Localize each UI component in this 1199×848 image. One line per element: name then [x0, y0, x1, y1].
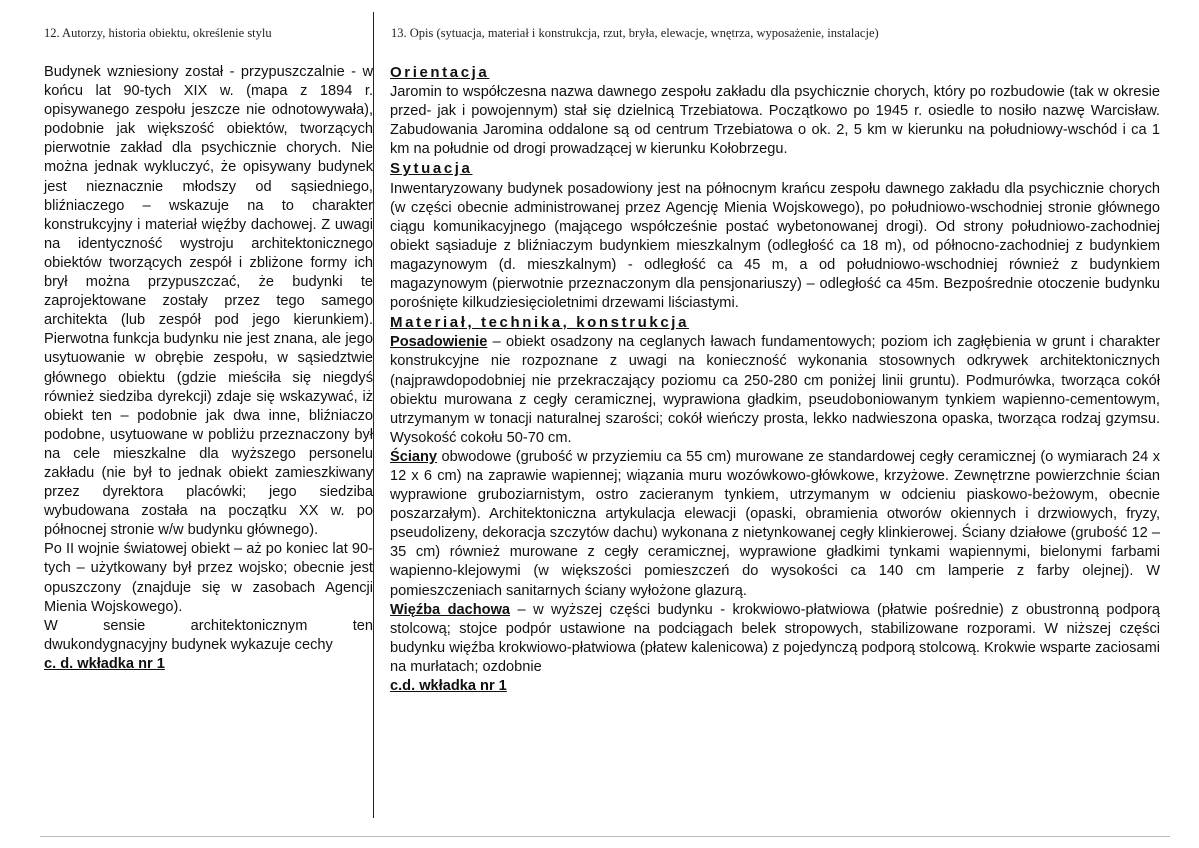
right-column-header: 13. Opis (sytuacja, materiał i konstrukcja, rzut, bryła, elewacje, wnętrza, wyposażenie, instalacje) [391, 26, 879, 40]
left-column-header: 12. Autorzy, historia obiektu, określenie stylu [44, 26, 272, 40]
history-paragraph-1: Budynek wzniesiony został - przypuszczalnie - w końcu lat 90-tych XIX w. (mapa z 1894 r. opisywanego zespołu jeszcze nie odnotowywała), podobnie jak większość obiektów, tworzących pierwotnie zakład dla psychicznie chorych. Nie można jednak wykluczyć, że opisywany budynek jest nieznacznie młodszy od sąsiedniego, bliźniaczego – wskazuje na to charakter konstrukcyjny i materiał więźby dachowej. Z uwagi na identyczność wystroju architektonicznego obiektów tworzących zespół i zbliżone formy ich brył można przypuszczać, że budynki te zaprojektowane zostały przez tego samego architekta (lub zespół pod jego kierunkiem). Pierwotna funkcja budynku nie jest znana, ale jego usytuowanie w obrębie zespołu, w sąsiedztwie głównego obiektu (gdzie mieściła się niegdyś również siedziba dyrekcji) zdaje się wskazywać, iż obiekt ten – podobnie jak dwa inne, bliźniaczo podobne, usytuowane w pobliżu przeznaczony był na cele mieszkalne dla wyższego personelu zakładu (nie był to jednak obiekt zamieszkiwany przez dyrektora placówki; jego siedziba wybudowana została na początku XX w. po północnej stronie w/w budynku głównego). [44, 64, 373, 539]
posadowienie-paragraph [390, 333, 1160, 448]
history-paragraph-2: Po II wojnie światowej obiekt – aż po koniec lat 90-tych – użytkowany był przez wojsko; obecnie jest opuszczony (znajduje się w zasobach Agencji Mienia Wojskowego). [44, 541, 373, 615]
column-divider [373, 12, 374, 818]
bottom-rule [40, 836, 1170, 837]
history-column [44, 63, 373, 674]
continuation-note-left: c. d. wkładka nr 1 [44, 655, 165, 672]
section-title-material: Materiał, technika, konstrukcja [390, 314, 690, 332]
continuation-note-right: c.d. wkładka nr 1 [390, 678, 507, 694]
wiezba-label: Więźba dachowa [390, 601, 511, 618]
wiezba-text: – w wyższej części budynku - krokwiowo-płatwiowa (płatwie pośrednie) z obustronną podporą stolcową; stojce podpór ustawione na podciągach belek stropowych, stabilizowane rozporami. W niższej części budynku więźba krokwiowo-płatwiowa (płatew kalenicowa) z pojedynczą podporą stolcową. Krokwie wsparte zaciosami na murłatach; ozdobnie [390, 601, 1160, 675]
wiezba-paragraph [390, 601, 1160, 677]
section-title-sytuacja: Sytuacja [390, 160, 473, 178]
posadowienie-text: – obiekt osadzony na ceglanych ławach fundamentowych; poziom ich zagłębienia w grunt i charakter konstrukcyjne nie rozpoznane z uwagi na konieczność wykonania stosownych odkrywek architektonicznych (najprawdopodobniej nie przekraczający poziomu ca 250-280 cm poniżej linii gruntu). Podmurówka, tworząca cokół obiektu murowana z cegły ceramicznej, wyprawiona gładkim, pseudoboniowanym tynkiem wapienno-cementowym, utrzymanym w tonacji naturalnej szarości; cokół wieńczy prosta, lekko nadwieszona opaska, tworząca rodzaj gzymsu. Wysokość cokołu 50-70 cm. [390, 334, 1160, 446]
sciany-paragraph [390, 448, 1160, 601]
history-paragraph-3: W sensie architektonicznym ten dwukondygnacyjny budynek wykazuje cechy [44, 617, 373, 653]
sciany-text: obwodowe (grubość w przyziemiu ca 55 cm) murowane ze standardowej cegły ceramicznej (o wymiarach 24 x 12 x 6 cm) na zaprawie wapiennej; wiązania muru wozówkowo-główkowe, krzyżowe. Zewnętrzne powierzchnie ścian wyprawione gruboziarnistym, ostro zacieranym tynkiem, utrzymanym w odcieniu piaskowo-beżowym, obecnie poszarzałym). Architektoniczna artykulacja elewacji (opaski, obramienia otworów okiennych i drzwiowych, fryzy, pseudolizeny, dekoracja szczytów dachu) wykonana z nietynkowanej cegły klinkierowej. Ściany działowe (grubość 12 – 35 cm) również murowane z cegły ceramicznej, wyprawione gładkimi tynkami wapiennymi, bielonymi farbami wapienno-klejowymi (w większości pomieszczeń do wysokości ca 140 cm lamperie z farby olejnej). W pomieszczeniach sanitarnych ściany wyłożone glazurą. [390, 448, 1160, 599]
posadowienie-label: Posadowienie [390, 334, 488, 351]
sciany-label: Ściany [390, 448, 438, 465]
sytuacja-text: Inwentaryzowany budynek posadowiony jest na północnym krańcu zespołu dawnego zakładu dla psychicznie chorych (w części obecnie administrowanej przez Agencję Mienia Wojskowego), po południowo-wschodniej stronie głównego ciągu komunikacyjnego (mającego współcześnie postać wybetonowanej drogi). Od strony południowo-zachodniej obiekt sąsiaduje z bliźniaczym budynkiem mieszkalnym (odległość ca 18 m), od północno-zachodniej z budynkiem magazynowym (d. mieszkalnym) - odległość ca 45 m, a od południowo-wschodniej również z budynkiem magazynowym (pierwotnie przeznaczonym dla pensjonariuszy) – odległość ca 45m. Bezpośrednie otoczenie budynku porośnięte kilkudziesięcioletnimi drzewami liściastymi. [390, 180, 1160, 312]
description-column [390, 63, 1160, 696]
section-title-orientacja: Orientacja [390, 64, 490, 81]
orientacja-text: Jaromin to współczesna nazwa dawnego zespołu zakładu dla psychicznie chorych, który po rozbudowie (tak w okresie przed- jak i powojennym) stał się dzielnicą Trzebiatowa. Początkowo po 1945 r. osiedle to nosiło nazwę Warcisław. Zabudowania Jaromina oddalone są od centrum Trzebiatowa o ok. 2, 5 km w kierunku na południowy-wschód i ca 1 km na południe od drogi prowadzącej w kierunku Kołobrzegu. [390, 84, 1160, 158]
